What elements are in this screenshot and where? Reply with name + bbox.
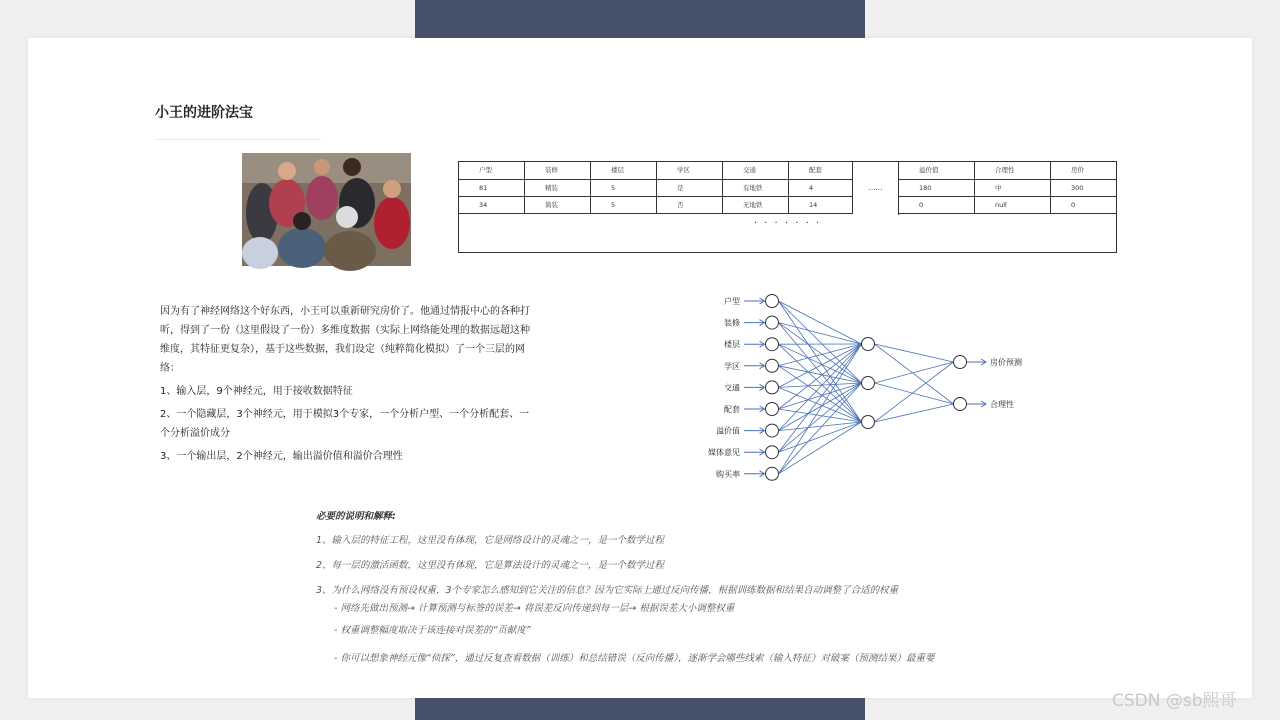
neuron-node	[766, 338, 779, 351]
table-header-cell: 配套	[789, 162, 853, 179]
input-label: 户型	[724, 297, 740, 306]
table-header-row	[459, 162, 1116, 180]
neuron-node	[766, 424, 779, 437]
table-cell: 14	[789, 197, 853, 213]
note-line-2: 2、每一层的激活函数，这里没有体现，它是算法设计的灵魂之一，是一个数学过程	[316, 560, 665, 571]
table-cell: 300	[1071, 184, 1084, 192]
input-label: 媒体意见	[708, 448, 740, 458]
connection-line	[779, 344, 862, 422]
table-cell: null	[975, 197, 1051, 213]
output-label: 合理性	[990, 400, 1014, 409]
connection-line	[779, 344, 862, 387]
table-header-cell: 交通	[723, 162, 789, 179]
connection-line	[875, 362, 954, 383]
table-cell: 否	[657, 197, 723, 213]
connection-line	[779, 301, 862, 422]
connection-line	[779, 301, 862, 383]
table-row	[459, 197, 1116, 214]
table-cell: 无地铁	[723, 197, 789, 213]
table-bottom-ellipsis: · · · · · · ·	[753, 218, 822, 229]
table-header-cell: 学区	[657, 162, 723, 179]
input-label: 交通	[724, 383, 740, 393]
input-label: 楼层	[724, 340, 740, 350]
note-sub-3: - 你可以想象神经元像“侦探”，通过反复查看数据（训练）和总结错误（反向传播），逐渐学会哪些线索（输入特征）对破案（预测结果）最重要	[334, 653, 935, 664]
table-cell: 81	[459, 180, 525, 196]
table-header-cell: 楼层	[591, 162, 657, 179]
table-cell: 4	[789, 180, 853, 196]
note-line-3: 3、为什么网络没有预设权重，3个专家怎么感知到它关注的信息？因为它实际上通过反向传播，根据训练数据和结果自动调整了合适的权重	[316, 585, 899, 596]
neuron-node	[766, 359, 779, 372]
table-header-cell: 装修	[525, 162, 591, 179]
bottom-dark-band	[415, 698, 865, 720]
neuron-node	[766, 316, 779, 329]
table-cell: 0	[899, 197, 975, 213]
table-row	[459, 180, 1116, 197]
description-intro: 因为有了神经网络这个好东西，小王可以重新研究房价了。他通过情报中心的各种打听，得到了一份（这里假设了一份）多维度数据（实际上网络能处理的数据远超这种维度，其特征更复杂），基于这些数据，我们设定（纯粹简化模拟）了一个三层的网络：	[160, 306, 530, 374]
table-cell: 180	[899, 180, 975, 196]
table-header-cell: 房价	[1071, 166, 1084, 174]
notes-section	[316, 508, 996, 668]
input-label: 学区	[724, 361, 740, 371]
note-line-1: 1、输入层的特征工程，这里没有体现，它是网络设计的灵魂之一，是一个数学过程	[316, 535, 665, 546]
table-header-cell: 合理性	[975, 162, 1051, 179]
table-cell: 34	[459, 197, 525, 213]
neural-network-diagram	[668, 288, 1022, 488]
note-sub-2: - 权重调整幅度取决于该连接对误差的“贡献度”	[334, 625, 531, 636]
title-divider	[155, 139, 321, 140]
connection-line	[779, 323, 862, 344]
connection-line	[779, 409, 862, 422]
neuron-node	[862, 416, 875, 429]
table-cell: 精装	[525, 180, 591, 196]
connection-line	[779, 344, 862, 366]
table-header-cell: 户型	[459, 162, 525, 179]
table-cell: 中	[975, 180, 1051, 196]
description-text	[160, 302, 530, 470]
notes-title: 必要的说明和解释:	[316, 511, 396, 522]
people-photo	[242, 153, 411, 266]
neuron-node	[766, 295, 779, 308]
neuron-node	[862, 338, 875, 351]
watermark: CSDN @sb熙哥	[1112, 691, 1237, 711]
table-cell: 5	[591, 197, 657, 213]
connection-line	[779, 344, 862, 452]
neuron-node	[954, 356, 967, 369]
input-label: 装修	[724, 318, 740, 328]
slide	[28, 38, 1252, 698]
table-cell: 是	[657, 180, 723, 196]
table-middle-ellipsis: ……	[853, 162, 899, 215]
table-cell: 有地铁	[723, 180, 789, 196]
neuron-node	[954, 398, 967, 411]
description-point-1: 1、输入层，9个神经元，用于接收数据特征	[160, 386, 353, 397]
table-cell: 0	[1071, 201, 1076, 209]
connection-line	[875, 383, 954, 404]
neuron-node	[766, 381, 779, 394]
description-point-3: 3、一个输出层，2个神经元，输出溢价值和溢价合理性	[160, 451, 403, 462]
description-point-2: 2、一个隐藏层，3个神经元，用于模拟3个专家，一个分析户型、一个分析配套、一个分析溢价成分	[160, 409, 530, 439]
input-label: 购买率	[716, 469, 740, 479]
output-label: 房价预测	[990, 358, 1022, 367]
table-header-cell: 溢价值	[899, 162, 975, 179]
neuron-node	[766, 403, 779, 416]
table-cell: 简装	[525, 197, 591, 213]
table-cell: 5	[591, 180, 657, 196]
neuron-node	[766, 446, 779, 459]
top-dark-band	[415, 0, 865, 40]
connection-line	[779, 344, 862, 409]
input-label: 配套	[724, 405, 740, 414]
house-data-table	[458, 161, 1117, 253]
slide-title: 小王的进阶法宝	[155, 105, 253, 121]
neuron-node	[862, 377, 875, 390]
neuron-node	[766, 467, 779, 480]
connection-line	[779, 383, 862, 474]
note-sub-1: - 网络先做出预测→ 计算预测与标签的误差→ 将误差反向传递到每一层→ 根据误差大小调整权重	[334, 603, 735, 614]
input-label: 溢价值	[716, 426, 740, 436]
